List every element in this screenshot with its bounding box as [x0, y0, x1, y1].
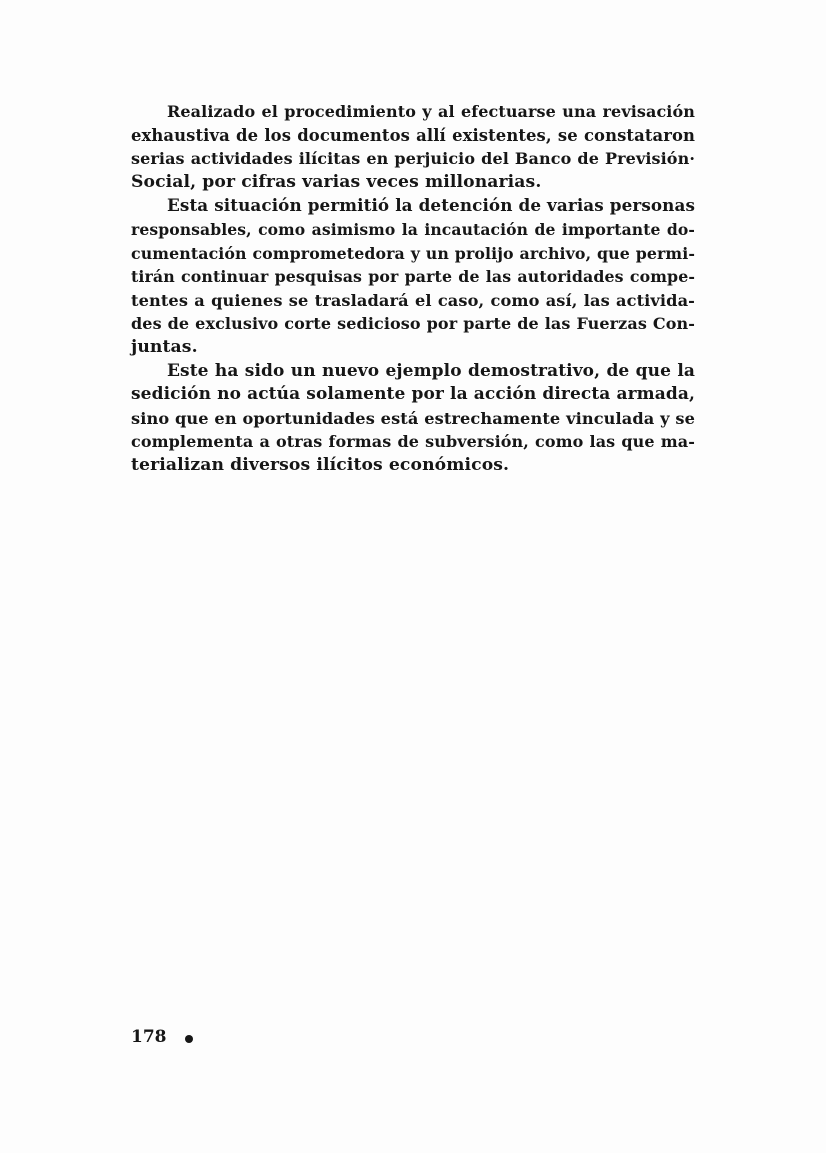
paragraph-1-line-1: Realizado el procedimiento y al efectuarse una revisación — [167, 102, 695, 121]
bullet-dot-icon — [185, 1035, 193, 1043]
paragraph-1-line-4: Social, por cifras varias veces millonarias. — [131, 171, 542, 192]
paragraph-2-line-4: tirán continuar pesquisas por parte de las autoridades compe- — [131, 267, 695, 287]
paragraph-2-line-6: des de exclusivo corte sedicioso por parte de las Fuerzas Con- — [131, 314, 695, 334]
page-footer — [131, 1027, 193, 1047]
paragraph-3-line-5: terializan diversos ilícitos económicos. — [131, 454, 510, 475]
page-number: 178 — [131, 1027, 167, 1047]
paragraph-3-line-1: Este ha sido un nuevo ejemplo demostrativo, de que la — [167, 360, 695, 381]
paragraph-2-line-1: Esta situación permitió la detención de varias personas — [167, 195, 695, 216]
paragraph-1-line-2: exhaustiva de los documentos allí existentes, se constataron — [131, 125, 695, 145]
paragraph-3-line-3: sino que en oportunidades está estrechamente vinculada y se — [131, 408, 695, 428]
body-text — [131, 100, 695, 478]
paragraph-3-line-4: complementa a otras formas de subversión, como las que ma- — [131, 432, 695, 452]
paragraph-2-line-5: tentes a quienes se trasladará el caso, como así, las activida- — [131, 290, 695, 310]
paragraph-2-line-2: responsables, como asimismo la incautación de importante do- — [131, 219, 695, 239]
paragraph-3-line-2: sedición no actúa solamente por la acción directa armada, — [131, 384, 695, 405]
paragraph-1-line-3: serias actividades ilícitas en perjuicio del Banco de Previsión· — [131, 149, 695, 169]
paragraph-2-line-3: cumentación comprometedora y un prolijo archivo, que permi- — [131, 243, 695, 263]
paragraph-2-line-7: juntas. — [131, 336, 198, 357]
